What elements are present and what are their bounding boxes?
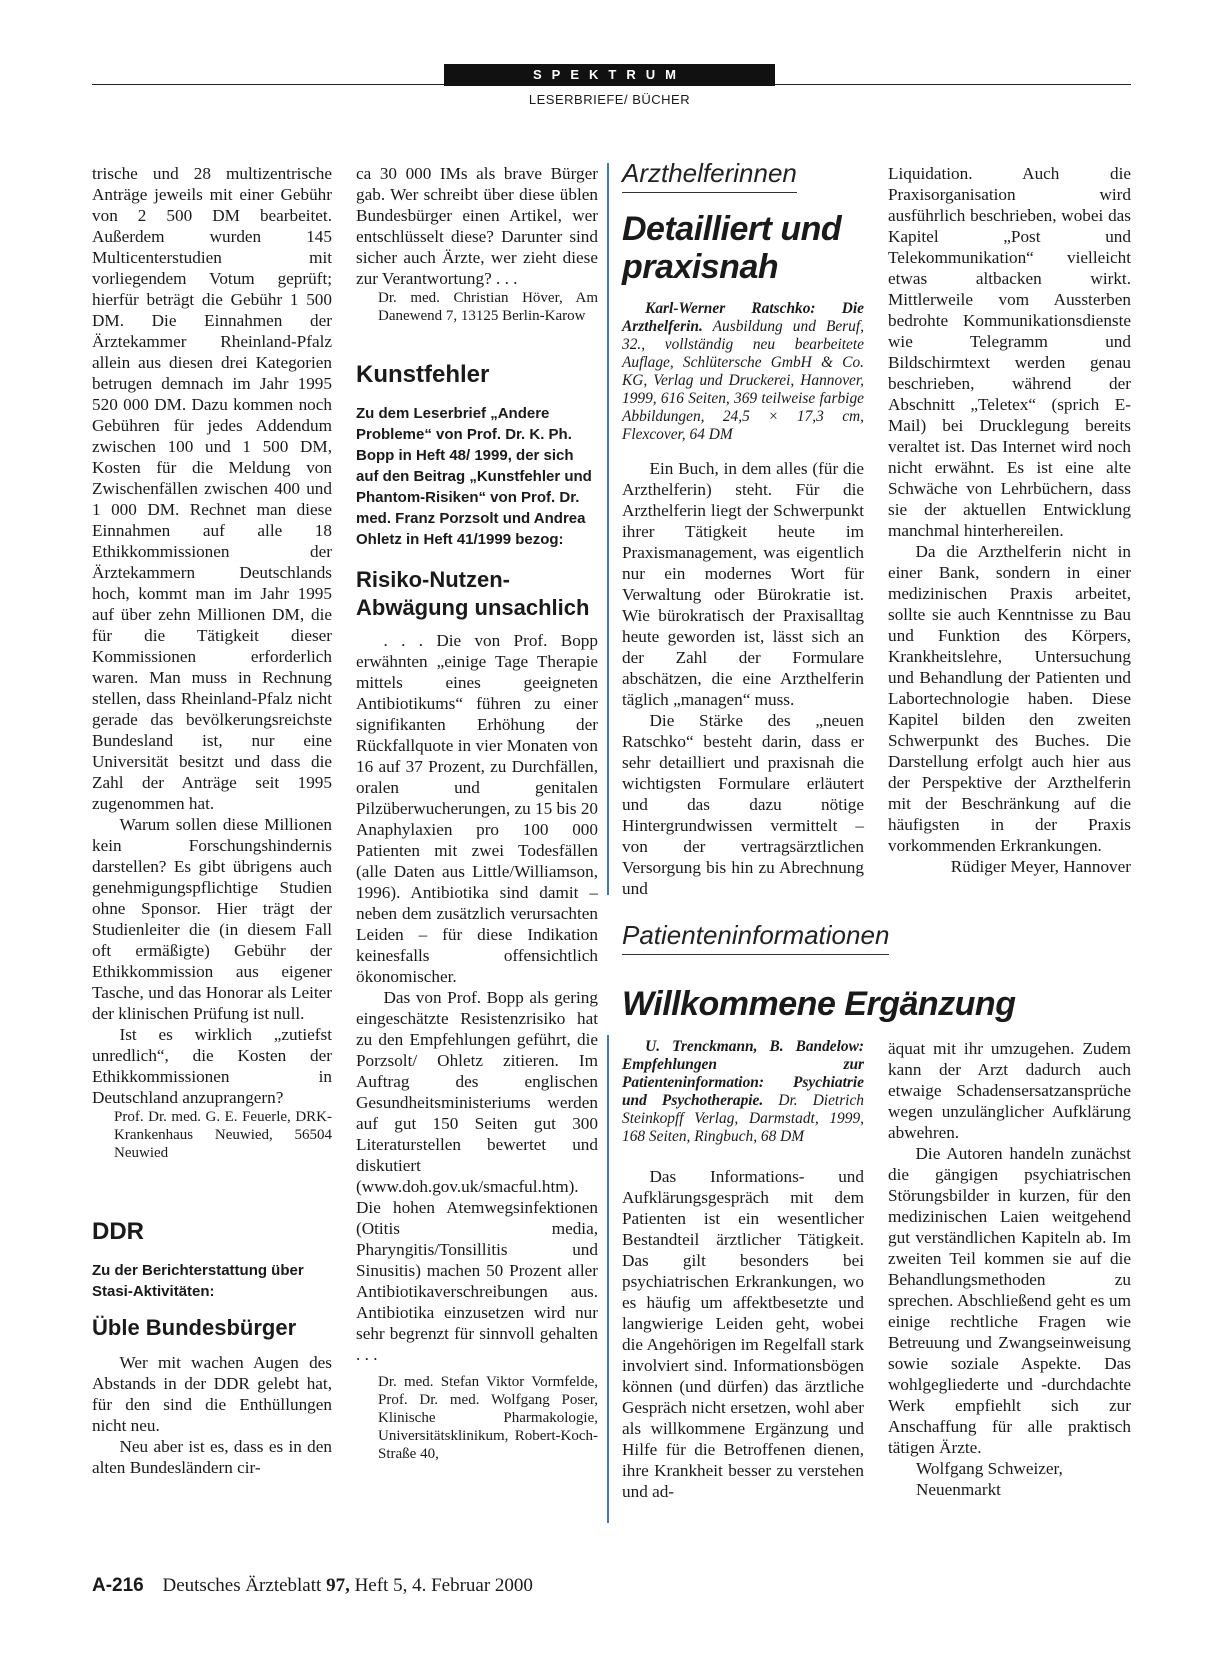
ddr-subhead: Üble Bundesbürger <box>92 1315 297 1340</box>
letter-paragraph: trische und 28 multizentrische Anträge jeweils mit einer Gebühr von 2 500 DM bearbeitet. Außerdem wurden 145 Multicenterstudien mit vorliegendem Votum geprüft; hierfür beträgt die Gebühr 1 500 DM. Die Einnahmen der Ärztekammer Rheinland-Pfalz allein aus diesen drei Kategorien betrugen demnach im Jahr 1995 520 000 DM. Dazu kommen noch Gebühren für jedes Addendum zwischen 100 und 1 500 DM, Kosten für die Meldung von Zwischenfällen zwischen 400 und 1 000 DM. Rechnet man diese Einnahmen auf alle 18 Ethikkommissionen der Ärztekammern Deutschlands hoch, kommt man im Jahr 1995 auf über zehn Millionen DM, die für die Tätigkeit dieser Kommissionen erforderlich waren. Man muss in Rechnung stellen, dass Rheinland-Pfalz nicht gerade das bevölkerungsreichste Bundesland ist, nur eine Universität besitzt und dass die Zahl der Anträge seit 1995 zugenommen hat. <box>92 164 332 813</box>
kunstfehler-paragraph: Das von Prof. Bopp als gering eingeschätzte Resistenzrisiko hat zu den Empfehlungen geführt, die Porzsolt/ Ohletz zitieren. Im Auftrag des englischen Gesundheitsministeriums werden auf gut 150 Seiten gut 300 Literaturstellen bewertet und diskutiert (www.doh.gov.uk/smacful.htm). Die hohen Atemwegsinfektionen (Otitis media, Pharyngitis/Tonsillitis und Sinusitis) machen 50 Prozent aller Antibiotikaverschreibungen aus. Antibiotika einzusetzen wird nur sehr begrenzt für sinnvoll gehalten . . . <box>356 988 598 1364</box>
review2-signature: Wolfgang Schweizer, Neuenmarkt <box>916 1459 1063 1499</box>
review2-column-3 <box>622 1038 864 1502</box>
letter-paragraph: Warum sollen diese Millionen kein Forschungshindernis darstellen? Es gibt übrigens auch genehmigungspflichtige Studien ohne Sponsor. Hier trägt der Studienleiter die (in diesem Fall oft ermäßigte) Gebühr der Ethikkommission aus eigener Tasche, und das Honorar als Leiter der klinischen Prüfung ist null. <box>92 815 332 1023</box>
review2-column-4 <box>888 1038 1131 1500</box>
review1-signature: Rüdiger Meyer, Hannover <box>950 857 1131 876</box>
review1-paragraph: Da die Arzthelferin nicht in einer Bank, sondern in einer medizinischen Praxis arbeitet, sollte sie auch Kenntnisse zu Bau und Funktion des Körpers, Krankheitslehre, Untersuchung und Behandlung der Patienten und Labortechnologie haben. Diese Kapitel bilden den zweiten Schwerpunkt des Buches. Die Darstellung erfolgt auch hier aus der Perspektive der Arzthelferin mit der Beschränkung auf die häufigsten in der Praxis vorkommenden Erkrankungen. <box>888 542 1131 855</box>
review1-column-4 <box>888 163 1131 877</box>
review1-headline: Detailliert und praxisnah <box>622 210 842 286</box>
letter-signature: Prof. Dr. med. G. E. Feuerle, DRK-Krankenhaus Neuwied, 56504 Neuwied <box>114 1109 332 1161</box>
ddr-paragraph: Neu aber ist es, dass es in den alten Bundesländern cir- <box>92 1437 332 1477</box>
review2-paragraph: Die Autoren handeln zunächst die gängigen psychiatrischen Störungsbilder in kurzen, für den medizinischen Laien weitgehend gut verständlichen Kapiteln ab. Im zweiten Teil kommen sie auf die Behandlungsmethoden zu sprechen. Abschließend geht es um einige rechtliche Fragen wie Betreuung und Zwangseinweisung sowie soziale Aspekte. Das wohlgegliederte und -durchdachte Werk empfiehlt sich zur Anschaffung für alle praktisch tätigen Ärzte. <box>888 1144 1131 1457</box>
kunstfehler-signature: Dr. med. Stefan Viktor Vormfelde, Prof. Dr. med. Wolfgang Poser, Klinische Pharmakologie, Universitätsklinikum, Robert-Koch-Straße 40, <box>378 1374 598 1462</box>
letter-signature: Dr. med. Christian Höver, Am Danewend 7, 13125 Berlin-Karow <box>378 290 598 324</box>
review2-paragraph: äquat mit ihr umzugehen. Zudem kann der Arzt dadurch auch etwaige Schadensersatzansprüche wegen unzulänglicher Aufklärung abwehren. <box>888 1039 1131 1142</box>
section-banner: SPEKTRUM <box>444 64 775 86</box>
letter-paragraph: Ist es wirklich „zutiefst unredlich“, die Kosten der Ethikkommissionen in Deutschland anzuprangern? <box>92 1025 332 1107</box>
journal-issue: Heft 5, 4. Februar 2000 <box>354 1575 533 1596</box>
ddr-paragraph: Wer mit wachen Augen des Abstands in der DDR gelebt hat, für den sind die Enthüllungen nicht neu. <box>92 1353 332 1435</box>
review1-label: Arzthelferinnen <box>622 158 797 193</box>
review1-bibliography: Karl-Werner Ratschko: Die Arzthelferin. Ausbildung und Beruf, 32., vollständig neu bearbeitete Auflage, Schlütersche GmbH & Co. KG, Verlag und Druckerei, Hannover, 1999, 616 Seiten, 369 teilweise farbige Abbildungen, 24,5 × 17,3 cm, Flexcover, 64 DM <box>622 300 864 443</box>
journal-name: Deutsches Ärzteblatt <box>162 1575 322 1596</box>
review-divider-rule <box>607 1035 609 1523</box>
kunstfehler-intro: Zu dem Leserbrief „Andere Probleme“ von Prof. Dr. K. Ph. Bopp in Heft 48/ 1999, der sich auf den Beitrag „Kunstfehler und Phantom-Risiken“ von Prof. Dr. med. Franz Porzsolt und Andrea Ohletz in Heft 41/1999 bezog: <box>356 405 592 548</box>
ddr-title: DDR <box>92 1218 144 1245</box>
review2-headline: Willkommene Ergänzung <box>622 985 1016 1023</box>
review2-bibliography: U. Trenckmann, B. Bandelow: Empfehlungen zur Patienteninformation: Psychiatrie und Psychotherapie. Dr. Dietrich Steinkopff Verlag, Darmstadt, 1999, 168 Seiten, Ringbuch, 68 DM <box>622 1038 864 1145</box>
review1-paragraph: Ein Buch, in dem alles (für die Arzthelferin) steht. Für die Arzthelferin liegt der Schwerpunkt ihrer Tätigkeit heute im Praxismanagement, was eigentlich nur ein modernes Wort für Verwaltung oder Bürokratie ist. Wie bürokratisch der Praxisalltag heute geworden ist, lässt sich an der Zahl der Formulare abschätzen, die eine Arzthelferin täglich „managen“ muss. <box>622 459 864 709</box>
kunstfehler-paragraph: . . . Die von Prof. Bopp erwähnten „einige Tage Therapie mittels eines geeigneten Antibiotikums“ führen zu einer signifikanten Erhöhung der Rückfallquote in vier Monaten von 16 auf 37 Prozent, zu Durchfällen, oralen und genitalen Pilzüberwucherungen, zu 15 bis 20 Anaphylaxien pro 100 000 Patienten mit zwei Todesfällen (alle Daten aus Little/Williamson, 1996). Antibiotika sind damit – neben dem zusätzlich verursachten Leiden – für diese Indikation keinesfalls offensichtlich ökonomischer. <box>356 631 599 986</box>
page-number: A-216 <box>92 1575 144 1596</box>
subsection-label: LESERBRIEFE/ BÜCHER <box>528 92 691 107</box>
letter-paragraph: ca 30 000 IMs als brave Bürger gab. Wer schreibt über diese üblen Bundesbürger einen Artikel, wer entschlüsselt diese? Darunter sind sicher auch Ärzte, wer zieht diese zur Verantwortung? . . . <box>356 164 598 288</box>
page-footer <box>92 1575 533 1597</box>
review-divider-rule <box>607 163 609 895</box>
review1-column-3 <box>622 300 864 899</box>
review2-paragraph: Das Informations- und Aufklärungsgespräch mit dem Patienten ist ein wesentlicher Bestandteil ärztlicher Tätigkeit. Das gilt besonders bei psychiatrischen Erkrankungen, wo es häufig um affektbesetzte und langwierige Leiden geht, wobei die Angehörigen im Regelfall stark involviert sind. Informationsbögen können (und dürfen) das ärztliche Gespräch nicht ersetzen, wohl aber als willkommene Ergänzung und Hilfe für die Betroffenen dienen, ihre Krankheit besser zu verstehen und ad- <box>622 1167 864 1501</box>
journal-volume: 97, <box>326 1575 350 1596</box>
column-2 <box>356 163 598 1463</box>
ddr-intro: Zu der Berichterstattung über Stasi-Aktivitäten: <box>92 1262 304 1300</box>
review2-label: Patienteninformationen <box>622 920 889 955</box>
review1-paragraph: Liquidation. Auch die Praxisorganisation wird ausführlich beschrieben, wobei das Kapitel „Post und Telekommunikation“ vielleicht etwas altbacken wirkt. Mittlerweile vom Aussterben bedrohte Kommunikationsdienste wie Telegramm und Bildschirmtext werden genau beschrieben, während der Abschnitt „Teletex“ (sprich E-Mail) bei Drucklegung bereits veraltet ist. Das Internet wird noch nicht erwähnt. Es ist eine alte Schwäche von Lehrbüchern, dass sie der aktuellen Entwicklung manchmal hinterhereilen. <box>888 164 1131 540</box>
column-1 <box>92 163 332 1478</box>
kunstfehler-title: Kunstfehler <box>356 361 490 388</box>
review1-paragraph: Die Stärke des „neuen Ratschko“ besteht darin, dass er sehr detailliert und praxisnah die wichtigsten Formulare erläutert und das dazu nötige Hintergrundwissen vermittelt – von der vertragsärztlichen Versorgung bis hin zu Abrechnung und <box>622 711 864 898</box>
kunstfehler-subhead: Risiko-Nutzen- Abwägung unsachlich <box>356 567 590 620</box>
